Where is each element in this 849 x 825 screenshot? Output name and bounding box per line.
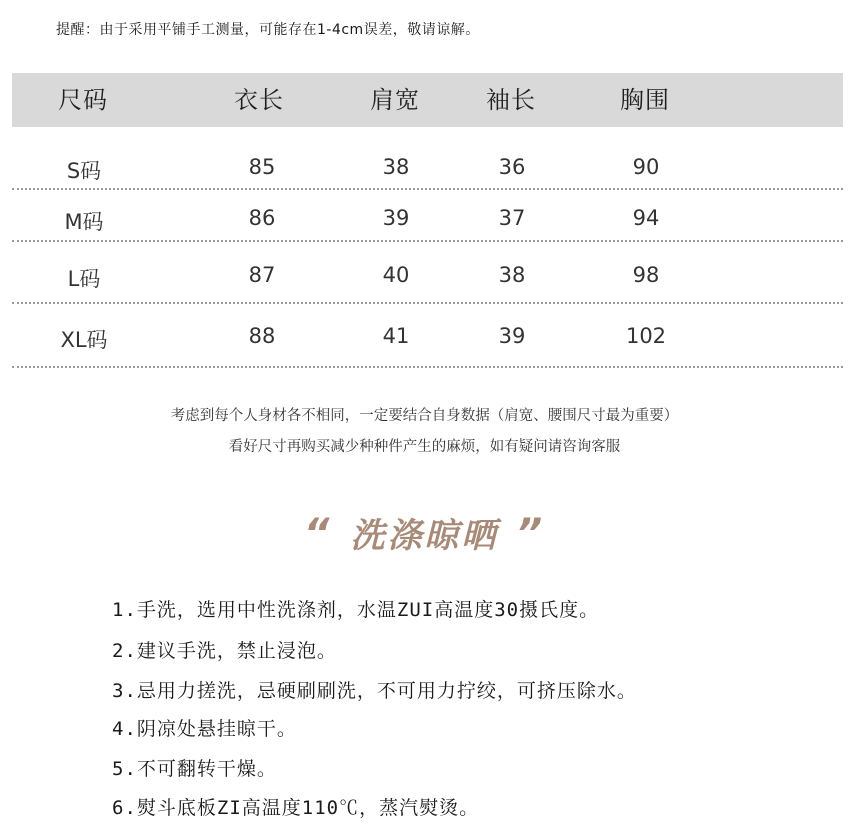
table-row bbox=[12, 138, 843, 190]
care-item: 2.建议手洗，禁止浸泡。 bbox=[112, 640, 337, 662]
cell-length: 86 bbox=[248, 206, 276, 230]
cell-length: 87 bbox=[248, 263, 276, 287]
cell-shoulder: 40 bbox=[382, 263, 410, 287]
care-section-title bbox=[0, 508, 849, 557]
cell-shoulder: 39 bbox=[382, 206, 410, 230]
header-size: 尺码 bbox=[58, 86, 108, 114]
cell-sleeve: 36 bbox=[498, 155, 526, 179]
cell-sleeve: 38 bbox=[498, 263, 526, 287]
care-item: 1.手洗，选用中性洗涤剂，水温ZUI高温度30摄氏度。 bbox=[112, 599, 600, 621]
cell-chest: 98 bbox=[632, 263, 660, 287]
table-row bbox=[12, 190, 843, 242]
size-table-header bbox=[12, 73, 843, 127]
care-item: 6.熨斗底板ZI高温度110℃，蒸汽熨烫。 bbox=[112, 797, 480, 819]
cell-sleeve: 37 bbox=[498, 206, 526, 230]
care-item: 3.忌用力搓洗，忌硬刷刷洗，不可用力拧绞，可挤压除水。 bbox=[112, 680, 637, 702]
header-shoulder: 肩宽 bbox=[370, 86, 420, 114]
header-sleeve: 袖长 bbox=[486, 86, 536, 114]
cell-shoulder: 41 bbox=[382, 324, 410, 348]
fit-advice-line-1: 考虑到每个人身材各不相同，一定要结合自身数据（肩宽、腰围尺寸最为重要） bbox=[170, 408, 679, 424]
cell-length: 88 bbox=[248, 324, 276, 348]
cell-length: 85 bbox=[248, 155, 276, 179]
cell-chest: 102 bbox=[625, 324, 667, 348]
cell-chest: 90 bbox=[632, 155, 660, 179]
header-length: 衣长 bbox=[234, 86, 284, 114]
cell-sleeve: 39 bbox=[498, 324, 526, 348]
open-quote: “ bbox=[303, 511, 333, 557]
cell-size: L码 bbox=[67, 267, 101, 291]
cell-size: S码 bbox=[66, 159, 102, 183]
cell-shoulder: 38 bbox=[382, 155, 410, 179]
table-row bbox=[12, 304, 843, 368]
header-chest: 胸围 bbox=[620, 86, 670, 114]
fit-advice-line-2: 看好尺寸再购买减少种种件产生的麻烦，如有疑问请咨询客服 bbox=[228, 439, 621, 455]
care-title-text: 洗涤晾晒 bbox=[350, 516, 499, 556]
table-row bbox=[12, 242, 843, 304]
care-item: 5.不可翻转干燥。 bbox=[112, 758, 277, 780]
measurement-notice: 提醒：由于采用平铺手工测量，可能存在1-4cm误差，敬请谅解。 bbox=[56, 22, 480, 38]
close-quote: ” bbox=[516, 511, 546, 557]
cell-size: M码 bbox=[64, 210, 104, 234]
cell-chest: 94 bbox=[632, 206, 660, 230]
cell-size: XL码 bbox=[60, 328, 108, 352]
care-item: 4.阴凉处悬挂晾干。 bbox=[112, 718, 297, 740]
